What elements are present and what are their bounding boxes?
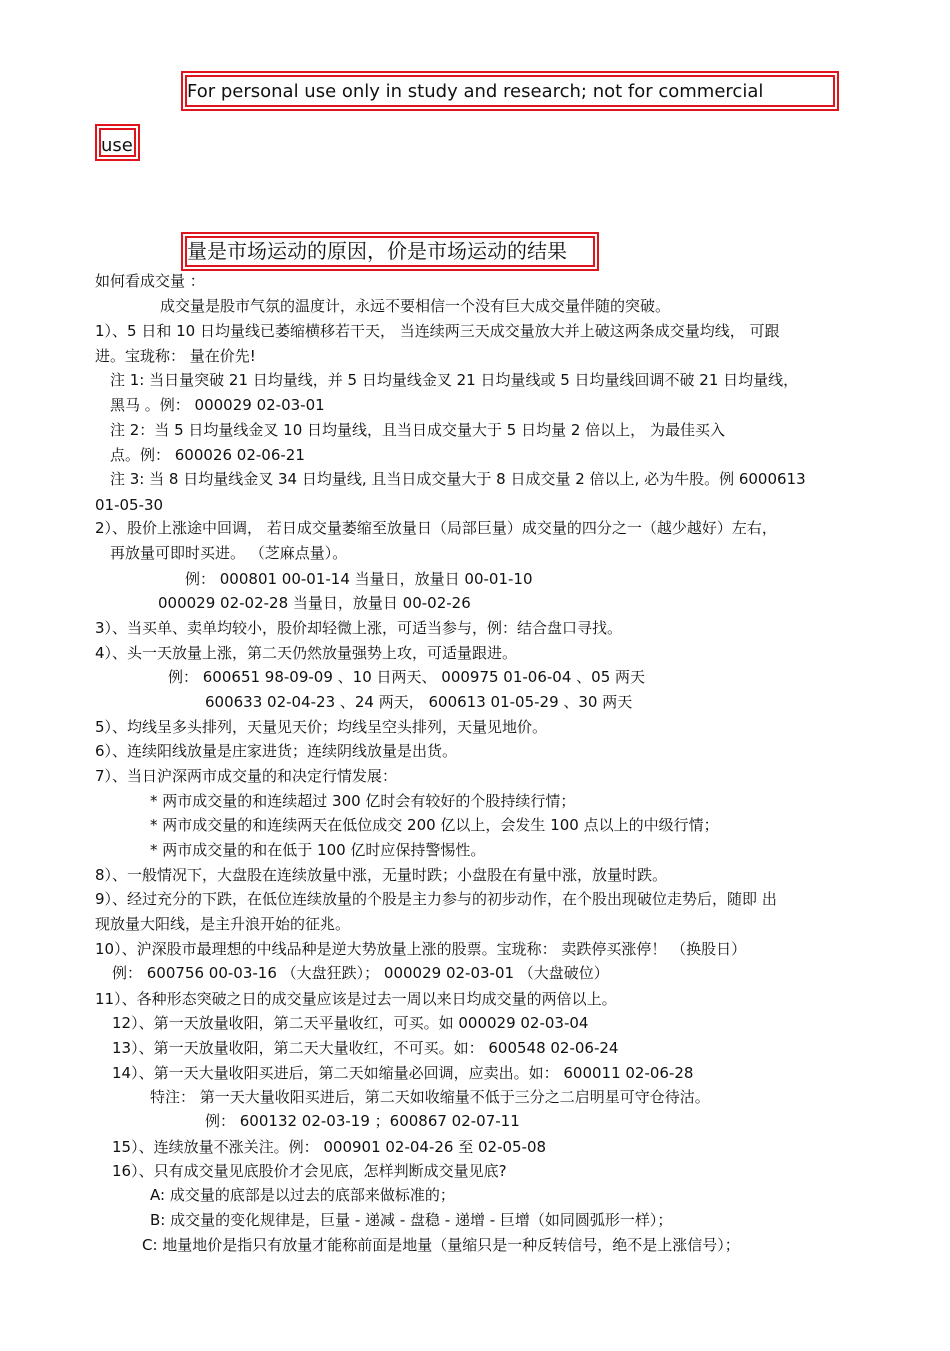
text-line: 6）、连续阳线放量是庄家进货；连续阴线放量是出货。 xyxy=(95,742,458,760)
text-line: 13）、第一天放量收阳，第二天大量收红，不可买。如： 600548 02-06-24 xyxy=(112,1039,619,1057)
text-line: 进。宝珑称： 量在价先! xyxy=(95,347,256,365)
text-line: 例： 600756 00-03-16 （大盘狂跌）； 000029 02-03-01 （大盘破位） xyxy=(112,964,609,982)
text-line: 1）、5 日和 10 日均量线已萎缩横移若干天， 当连续两三天成交量放大并上破这两条成交量均线， 可跟 xyxy=(95,322,780,340)
text-line: 15）、连续放量不涨关注。例： 000901 02-04-26 至 02-05-08 xyxy=(112,1138,547,1156)
text-line: 注 1: 当日量突破 21 日均量线，并 5 日均量线金叉 21 日均量线或 5 日均量线回调不破 21 日均量线， xyxy=(110,371,799,389)
section-heading: 如何看成交量 ： xyxy=(95,272,205,290)
text-line: 8）、一般情况下，大盘股在连续放量中涨，无量时跌；小盘股在有量中涨，放量时跌。 xyxy=(95,866,668,884)
text-line: 14）、第一天大量收阳买进后，第二天如缩量必回调，应卖出。如： 600011 02-06-28 xyxy=(112,1064,694,1082)
text-line: * 两市成交量的和连续两天在低位成交 200 亿以上，会发生 100 点以上的中级行情； xyxy=(150,816,719,834)
text-line: 现放量大阳线，是主升浪开始的征兆。 xyxy=(95,915,351,933)
text-line: 7）、当日沪深两市成交量的和决定行情发展： xyxy=(95,767,398,785)
text-line: 点。例： 600026 02-06-21 xyxy=(110,446,305,464)
text-line: 000029 02-02-28 当量日，放量日 00-02-26 xyxy=(158,594,471,612)
text-line: 黑马 。例： 000029 02-03-01 xyxy=(110,396,325,414)
text-line: 11）、各种形态突破之日的成交量应该是过去一周以来日均成交量的两倍以上。 xyxy=(95,990,617,1008)
text-line: B: 成交量的变化规律是，巨量 - 递减 - 盘稳 - 递增 - 巨增（如同圆弧形一样）； xyxy=(150,1211,673,1229)
text-line: 成交量是股市气氛的温度计，永远不要相信一个没有巨大成交量伴随的突破。 xyxy=(160,297,671,315)
text-line: 例： 600132 02-03-19 ；600867 02-07-11 xyxy=(205,1112,520,1130)
text-line: 例： 600651 98-09-09 、10 日两天、 000975 01-06-04 、05 两天 xyxy=(168,668,646,686)
text-line: 16）、只有成交量见底股价才会见底，怎样判断成交量见底? xyxy=(112,1162,507,1180)
text-line: 600633 02-04-23 、24 两天， 600613 01-05-29 、30 两天 xyxy=(205,693,633,711)
text-line: 3）、当买单、卖单均较小，股价却轻微上涨，可适当参与，例：结合盘口寻找。 xyxy=(95,619,623,637)
text-line: A: 成交量的底部是以过去的底部来做标准的； xyxy=(150,1186,455,1204)
text-line: 9）、经过充分的下跌，在低位连续放量的个股是主力参与的初步动作，在个股出现破位走势后，随即 出 xyxy=(95,890,777,908)
text-line: 2）、股价上涨途中回调， 若日成交量萎缩至放量日（局部巨量）成交量的四分之一（越少越好）左右， xyxy=(95,519,777,537)
text-line: 5）、均线呈多头排列，天量见天价；均线呈空头排列，天量见地价。 xyxy=(95,718,548,736)
text-line: 例： 000801 00-01-14 当量日，放量日 00-01-10 xyxy=(185,570,533,588)
page-title: 量是市场运动的原因，价是市场运动的结果 xyxy=(187,239,567,263)
text-line: 12）、第一天放量收阳，第二天平量收红，可买。如 000029 02-03-04 xyxy=(112,1014,589,1032)
text-line: 再放量可即时买进。 （芝麻点量）。 xyxy=(110,544,348,562)
text-line: * 两市成交量的和在低于 100 亿时应保持警惕性。 xyxy=(150,841,486,859)
text-line: 注 2：当 5 日均量线金叉 10 日均量线，且当日成交量大于 5 日均量 2 倍以上， 为最佳买入 xyxy=(110,421,725,439)
text-line: 注 3: 当 8 日均量线金叉 34 日均量线, 且当日成交量大于 8 日成交量 2 倍以上, 必为牛股。例 6000613 xyxy=(110,470,806,488)
watermark-text-line1: For personal use only in study and research; not for commercial xyxy=(187,81,764,102)
text-line: * 两市成交量的和连续超过 300 亿时会有较好的个股持续行情； xyxy=(150,792,576,810)
text-line: 特注： 第一天大量收阳买进后，第二天如收缩量不低于三分之二启明星可守仓待沽。 xyxy=(150,1088,710,1106)
text-line: 4）、头一天放量上涨，第二天仍然放量强势上攻，可适量跟进。 xyxy=(95,644,518,662)
text-line: C: 地量地价是指只有放量才能称前面是地量（量缩只是一种反转信号，绝不是上涨信号）； xyxy=(142,1236,740,1254)
text-line: 10）、沪深股市最理想的中线品种是逆大势放量上涨的股票。宝珑称： 卖跌停买涨停！ （换股日） xyxy=(95,940,747,958)
watermark-text-line2: use xyxy=(101,135,133,156)
text-line: 01-05-30 xyxy=(95,496,164,514)
